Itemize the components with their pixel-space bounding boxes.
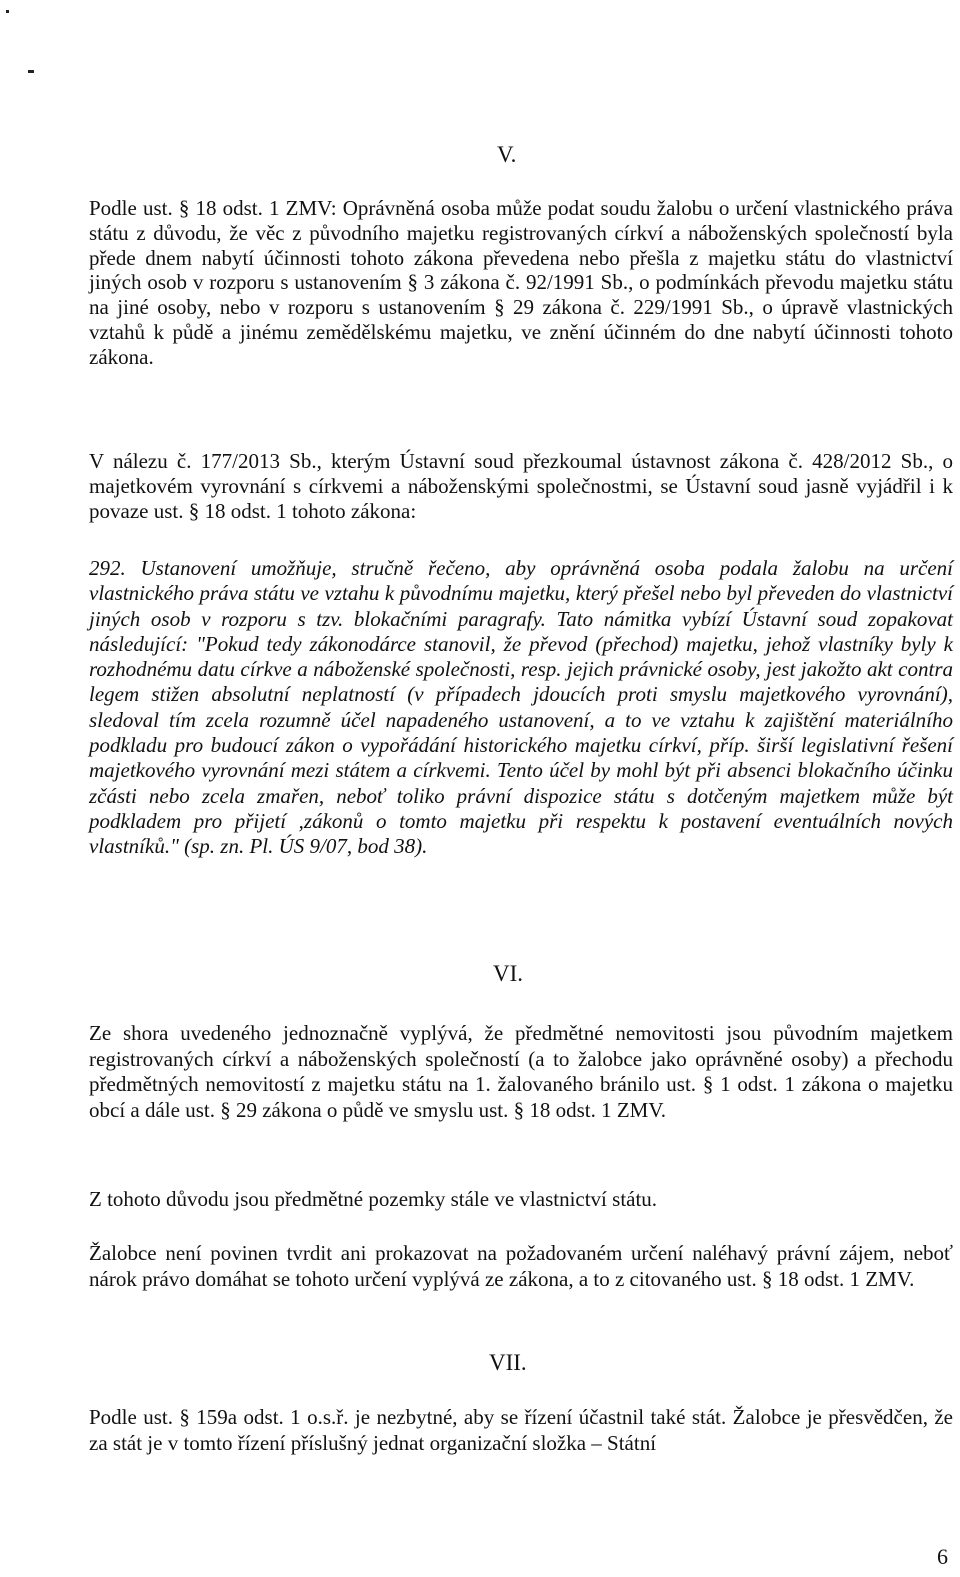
paragraph-v-2: V nálezu č. 177/2013 Sb., kterým Ústavní soud přezkoumal ústavnost zákona č. 428/2012 Sb., o majetkovém vyrovnání s církvemi a náboženskými společnostmi, se Ústavní soud jasně vyjádřil i k povaze ust. § 18 odst. 1 tohoto zákona: (89, 449, 953, 523)
paragraph-v-1: Podle ust. § 18 odst. 1 ZMV: Oprávněná osoba může podat soudu žalobu o určení vlastnického práva státu z důvodu, že věc z původního majetku registrovaných církví a náboženských společností byla přede dnem nabytí účinnosti tohoto zákona převedena nebo přešla z majetku státu do vlastnictví jiných osob v rozporu s ustanovením § 3 zákona č. 92/1991 Sb., o podmínkách převodu majetku státu na jiné osoby, nebo v rozporu s ustanovením § 29 zákona č. 229/1991 Sb., o úpravě vlastnických vztahů k půdě a jinému zemědělskému majetku, ve znění účinném do dne nabytí účinnosti tohoto zákona. (89, 196, 953, 369)
scan-dash (28, 70, 34, 73)
scan-speck (6, 10, 9, 13)
paragraph-vii-1: Podle ust. § 159a odst. 1 o.s.ř. je nezbytné, aby se řízení účastnil také stát. Žalobce je přesvědčen, že za stát je v tomto řízení příslušný jednat organizační složka – Státní (89, 1405, 953, 1455)
section-heading-vi: VI. (493, 961, 524, 986)
quoted-paragraph-292: 292. Ustanovení umožňuje, stručně řečeno, aby oprávněná osoba podala žalobu na určení vlastnického práva státu ve vztahu k původnímu majetku, který přešel nebo byl převeden do vlastnictví jiných osob v rozporu s tzv. blokačními paragrafy. Tato námitka vybízí Ústavní soud zopakovat následující: "Pokud tedy zákonodárce stanovil, že převod (přechod) majetku, jehož vlastníky byly k rozhodnému datu církve a náboženské společnosti, resp. jejich právnické osoby, jest jakožto akt contra legem stižen absolutní neplatností (v případech jdoucích proti smyslu majetkového vyrovnání), sledoval tím zcela rozumně účel napadeného ustanovení, a to ve vztahu k zajištění materiálního podkladu pro budoucí zákon o vypořádání historického majetku církví, příp. širší legislativní řešení majetkového vyrovnání mezi státem a církvemi. Tento účel by mohl být při absenci blokačního účinku zčásti nebo zcela zmařen, neboť toliko právní dispozice státu s dotčeným majetkem může být podkladem pro přijetí ,zákonů o tomto majetku při respektu k postavení eventuálních nových vlastníků." (sp. zn. Pl. ÚS 9/07, bod 38). (89, 556, 953, 859)
paragraph-vi-3: Žalobce není povinen tvrdit ani prokazovat na požadovaném určení naléhavý právní zájem, neboť nárok právo domáhat se tohoto určení vyplývá ze zákona, a to z citovaného ust. § 18 odst. 1 ZMV. (89, 1241, 953, 1291)
paragraph-vi-2: Z tohoto důvodu jsou předmětné pozemky stále ve vlastnictví státu. (89, 1187, 658, 1211)
section-heading-v: V. (497, 142, 517, 167)
page-number: 6 (937, 1544, 948, 1569)
paragraph-vi-1: Ze shora uvedeného jednoznačně vyplývá, že předmětné nemovitosti jsou původním majetkem registrovaných církví a náboženských společností (a to žalobce jako oprávněné osoby) a přechodu předmětných nemovitostí z majetku státu na 1. žalovaného bránilo ust. § 1 odst. 1 zákona o majetku obcí a dále ust. § 29 zákona o půdě ve smyslu ust. § 18 odst. 1 ZMV. (89, 1021, 953, 1122)
section-heading-vii: VII. (489, 1350, 527, 1375)
